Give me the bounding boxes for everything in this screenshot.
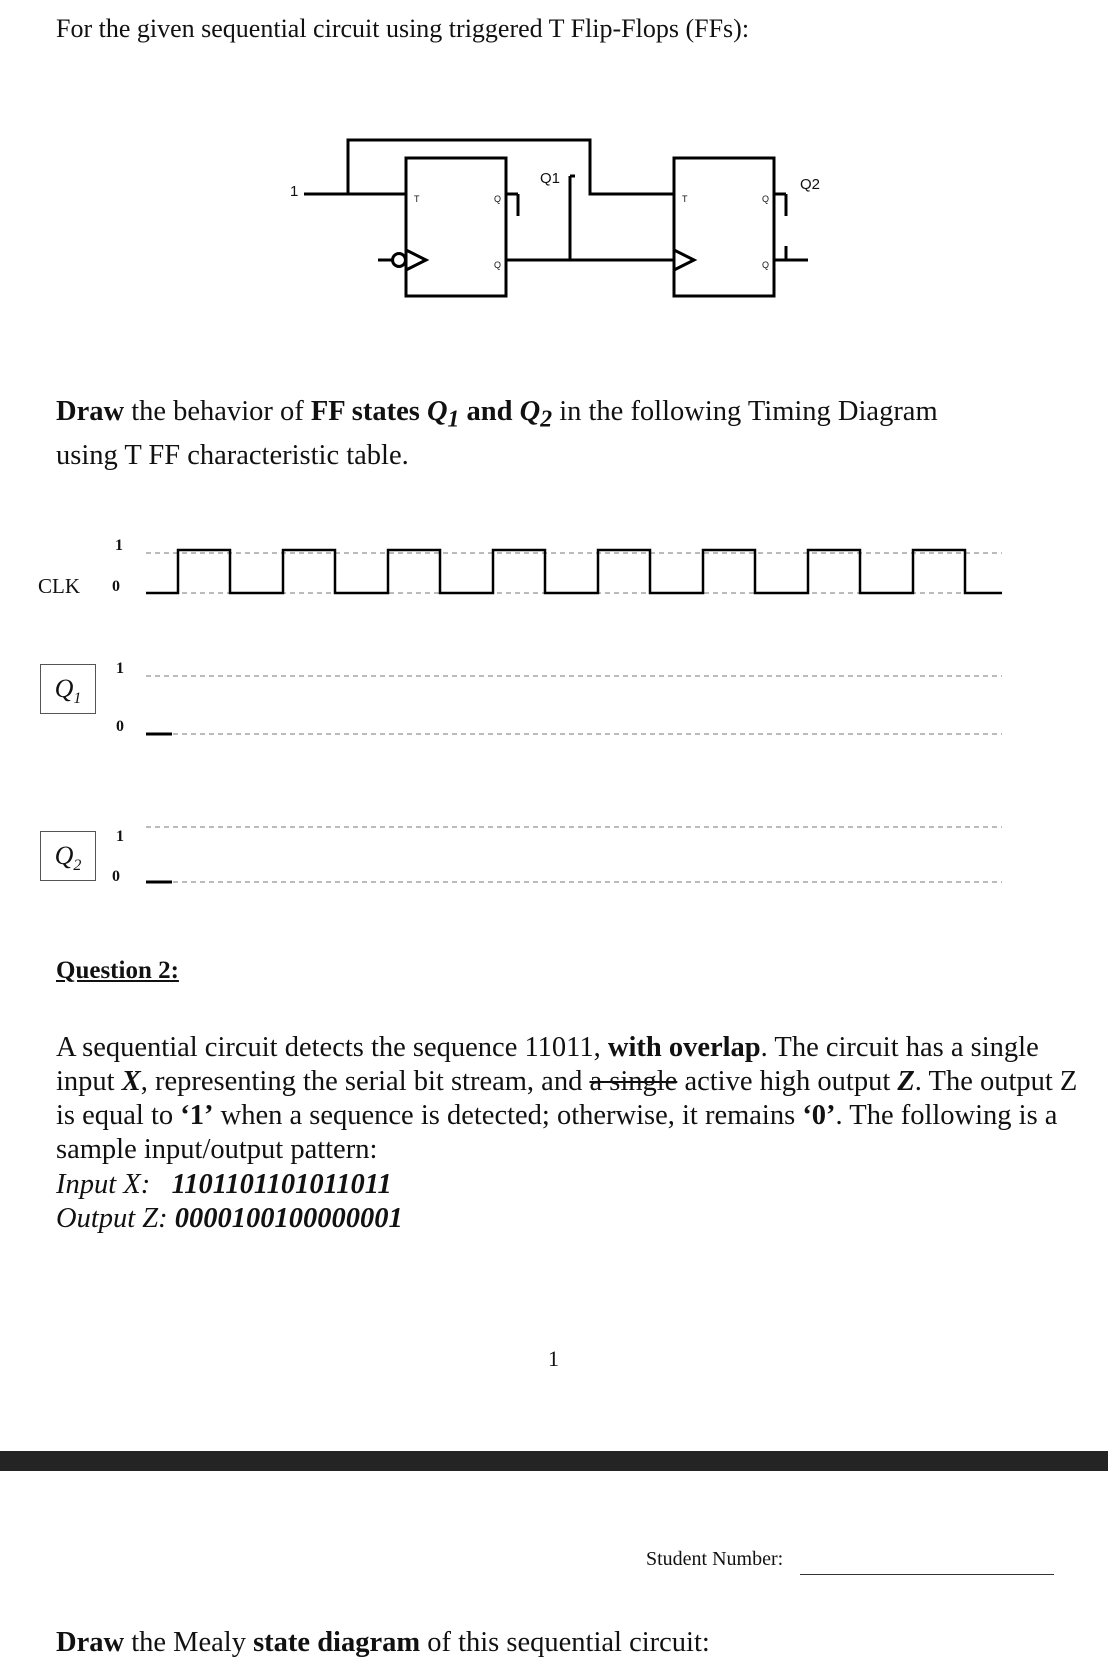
q2-box-sub: 2 <box>73 857 82 875</box>
mealy-rest: of this sequential circuit: <box>420 1627 710 1658</box>
q1-box-sub: 1 <box>73 690 82 708</box>
io-pattern <box>56 1168 403 1236</box>
mealy-the: the Mealy <box>124 1627 254 1658</box>
mealy-draw: Draw <box>56 1627 125 1658</box>
clk-label: CLK <box>38 574 80 598</box>
page-number: 1 <box>548 1346 559 1371</box>
ff2-q-pin: Q <box>762 194 770 204</box>
ff1-qbar-pin: Q <box>494 260 502 270</box>
ff1-t-pin: T <box>414 194 420 204</box>
mealy-state-diagram: state diagram <box>253 1627 421 1658</box>
output-bits: 0000100100000001 <box>174 1203 403 1234</box>
question2-heading: Question 2: <box>56 957 179 984</box>
clk-waveform <box>146 550 1002 593</box>
q2-text-6: when a sequence is detected; otherwise, it remains <box>213 1100 803 1131</box>
q2-var-x: X <box>121 1066 141 1097</box>
instr-q2-sub: 2 <box>540 406 553 433</box>
q2-text-3: , representing the serial bit stream, and <box>140 1066 590 1097</box>
q2-text-1: A sequential circuit detects the sequence 11011, <box>56 1032 608 1063</box>
instr-q1-sub: 1 <box>447 406 460 433</box>
clk-high-label: 1 <box>115 537 123 554</box>
q1-high-label: 1 <box>116 660 124 677</box>
input-row <box>56 1168 403 1202</box>
instr-draw: Draw <box>56 396 125 427</box>
q2-zero-quote: ‘0’ <box>802 1100 836 1131</box>
instr-behavior: the behavior of <box>124 396 311 427</box>
question2-paragraph <box>56 1031 1096 1167</box>
q1-box-sym: Q <box>54 674 74 703</box>
q2-low-label: 0 <box>112 868 120 885</box>
q2-high-label: 1 <box>116 828 124 845</box>
q2-struck-text: a single <box>589 1066 678 1097</box>
intro-text: For the given sequential circuit using triggered T Flip-Flops (FFs): <box>56 14 750 43</box>
instr-q1: Q <box>426 396 448 427</box>
q2-one-quote: ‘1’ <box>180 1100 214 1131</box>
clk-low-label: 0 <box>112 578 120 595</box>
q2-label: Q2 <box>800 176 821 193</box>
student-number-line <box>800 1574 1054 1575</box>
ff2-t-pin: T <box>682 194 688 204</box>
q2-box-sym: Q <box>54 841 74 870</box>
q2-with-overlap: with overlap <box>607 1032 761 1063</box>
q2-text-5: . The output Z is equal to <box>56 1066 1078 1131</box>
instr-and: and <box>459 396 520 427</box>
ff2-qbar-pin: Q <box>762 260 770 270</box>
ff1-q-pin: Q <box>494 194 502 204</box>
circuit-input-label: 1 <box>290 183 299 200</box>
output-label: Output Z: <box>56 1203 168 1234</box>
instr-line2: using T FF characteristic table. <box>56 439 409 471</box>
q2-text-7: . The following is a sample input/output pattern: <box>56 1100 1058 1165</box>
instr-ff-states: FF states <box>310 396 420 427</box>
q2-text-4: active high output <box>677 1066 898 1097</box>
student-number-label: Student Number: <box>646 1548 784 1570</box>
input-bits: 1101101101011011 <box>171 1169 392 1200</box>
q1-low-label: 0 <box>116 718 124 735</box>
q1-label-box <box>40 664 96 714</box>
instr-q2: Q <box>519 396 541 427</box>
q2-text-2: . The circuit has a single input <box>56 1032 1039 1097</box>
q2-label-box <box>40 831 96 881</box>
q1-label: Q1 <box>540 170 561 187</box>
output-row <box>56 1202 403 1236</box>
page-break-bar <box>0 1451 1108 1471</box>
input-label: Input X: <box>56 1169 151 1200</box>
instr-rest: in the following Timing Diagram <box>552 396 938 427</box>
mealy-instruction <box>56 1627 710 1659</box>
q2-var-z: Z <box>897 1066 915 1097</box>
